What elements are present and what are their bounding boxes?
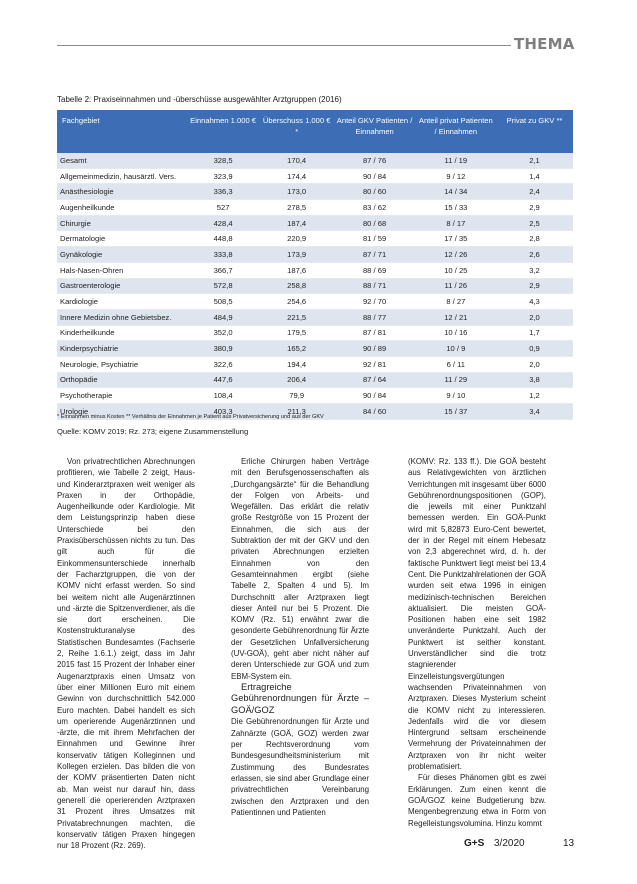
- table-cell: 10 / 16: [416, 325, 496, 341]
- table-cell: 92 / 70: [334, 294, 416, 310]
- table-cell: 17 / 35: [416, 231, 496, 247]
- table-cell: 211,3: [260, 404, 334, 420]
- row-label: Innere Medizin ohne Gebietsbez.: [57, 309, 186, 325]
- table-cell: 9 / 12: [416, 168, 496, 184]
- table-cell: 1,4: [496, 168, 573, 184]
- table-cell: 2,4: [496, 184, 573, 200]
- table-cell: 8 / 27: [416, 294, 496, 310]
- table-cell: 484,9: [186, 309, 259, 325]
- table-cell: 11 / 26: [416, 278, 496, 294]
- page-number: 13: [563, 838, 575, 849]
- table-cell: 90 / 89: [334, 341, 416, 357]
- section-title: THEMA: [514, 35, 575, 53]
- paragraph: Erliche Chirurgen haben Verträge mit den Berufsgenossenschaften als „Durchgangsärzte“ für die Behandlung der Folgen von Arbeits- und Wegefällen. Das erklärt die relativ große Restgröße von 15 Prozent der Einnahmen, die sich aus der Subtraktion der mit der GKV und den privaten Abrechnungen erzielten Einnahmen von den Gesamteinnahmen ergibt (siehe Tabelle 2, Spalten 4 und 5). Im Durchschnitt aller Arztpraxen liegt dieser Anteil nur bei 5 Prozent. Die KOMV (Rz. 51) erwähnt zwar die gesonderte Gebührenordnung für Ärzte der Gesetzlichen Unfallversicherung (UV-GOÄ), geht aber nicht näher auf deren Unterschiede zur GOÄ und zum EBM-System ein.: [231, 457, 369, 681]
- table-cell: 11 / 29: [416, 372, 496, 388]
- table-cell: 8 / 17: [416, 215, 496, 231]
- table-cell: 2,5: [496, 215, 573, 231]
- row-label: Gastroenterologie: [57, 278, 186, 294]
- table-row: [57, 153, 573, 168]
- table-cell: 428,4: [186, 215, 259, 231]
- table-row: [57, 388, 573, 404]
- table-cell: 352,0: [186, 325, 259, 341]
- table-cell: 380,9: [186, 341, 259, 357]
- table-cell: 80 / 68: [334, 215, 416, 231]
- row-label: Gesamt: [57, 153, 186, 168]
- table-cell: 170,4: [260, 153, 334, 168]
- table-row: [57, 341, 573, 357]
- table-row: [57, 278, 573, 294]
- column-header: Einnahmen 1.000 €: [186, 110, 259, 153]
- row-label: Kinderheilkunde: [57, 325, 186, 341]
- table-cell: 2,1: [496, 153, 573, 168]
- table-cell: 258,8: [260, 278, 334, 294]
- row-label: Gynäkologie: [57, 247, 186, 263]
- row-label: Kardiologie: [57, 294, 186, 310]
- table-cell: 11 / 19: [416, 153, 496, 168]
- table-cell: 84 / 60: [334, 404, 416, 420]
- table-cell: 88 / 77: [334, 309, 416, 325]
- table-cell: 187,6: [260, 262, 334, 278]
- table-source: Quelle: KOMV 2019: Rz. 273; eigene Zusammenstellung: [57, 427, 249, 436]
- row-label: Hals-Nasen-Ohren: [57, 262, 186, 278]
- row-label: Orthopädie: [57, 372, 186, 388]
- table-cell: 10 / 25: [416, 262, 496, 278]
- table-cell: 88 / 69: [334, 262, 416, 278]
- table-cell: 448,8: [186, 231, 259, 247]
- column-header: Überschuss 1.000 € *: [260, 110, 334, 153]
- table-header-row: [57, 110, 573, 153]
- table-cell: 206,4: [260, 372, 334, 388]
- paragraph: Die Gebührenordnungen für Ärzte und Zahnärzte (GOÄ, GOZ) werden zwar per Rechtsverordnung vom Bundesgesundheitsministerium mit Zustimmung des Bundesrates erlassen, sie sind aber Grundlage einer privatrechtlichen Vereinbarung zwischen den Arztpraxen und den Patientinnen und Patienten: [231, 717, 369, 817]
- row-label: Urologie: [57, 404, 186, 420]
- table-cell: 81 / 59: [334, 231, 416, 247]
- table-cell: 447,6: [186, 372, 259, 388]
- table-cell: 322,6: [186, 356, 259, 372]
- table-cell: 90 / 84: [334, 388, 416, 404]
- table-cell: 79,9: [260, 388, 334, 404]
- table-row: [57, 231, 573, 247]
- table-row: [57, 215, 573, 231]
- table-cell: 1,2: [496, 388, 573, 404]
- table-cell: 2,9: [496, 200, 573, 216]
- table-cell: 328,5: [186, 153, 259, 168]
- header-rule: [57, 45, 511, 46]
- table-cell: 14 / 34: [416, 184, 496, 200]
- table-cell: 87 / 81: [334, 325, 416, 341]
- table-cell: 187,4: [260, 215, 334, 231]
- table-cell: 108,4: [186, 388, 259, 404]
- table-row: [57, 200, 573, 216]
- article-column-2: [231, 456, 369, 818]
- table-cell: 83 / 62: [334, 200, 416, 216]
- table-cell: 6 / 11: [416, 356, 496, 372]
- paragraph: Für dieses Phänomen gibt es zwei Erklärungen. Zum einen kennt die GOÄ/GOZ keine Budgetierung bzw. Mengenbegrenzung etwa in Form von Regelleistungsvolumina. Hinzu kommt: [408, 773, 546, 828]
- column-header: Anteil privat Patienten / Einnahmen: [416, 110, 496, 153]
- paragraph: Von privatrechtlichen Abrechnungen profitieren, wie Tabelle 2 zeigt, Haus- und Kinderarztpraxen weit weniger als Praxen in der Orthopädie, Augenheilkunde oder Kardiologie. Mit dem Leistungsprinzip haben diese Unterschiede bei den Praxisüberschüssen nichts zu tun. Das gilt auch für die Einkommensunterschiede innerhalb der Facharztgruppen, die von der KOMV nicht erfasst werden. So sind bei weitem nicht alle Augenärztinnen und -ärzte die Spitzenverdiener, als die sie dort erscheinen. Die Kostenstrukturanalyse des Statistischen Bundesamtes (Fachserie 2, Reihe 1.6.1.) zeigt, dass im Jahr 2015 fast 15 Prozent der Inhaber einer Augenarztpraxis einen Umsatz von über einer Millionen Euro mit einem Gewinn von durchschnittlich 542.000 Euro machten. Dabei handelt es sich um operierende Augenärztinnen und -ärzte, die mit ihrem Mehrfachen der Einnahmen und Gewinne ihrer konservativ tätigen Kolleginnen und Kollegen erzielen. Das bilden die von der KOMV präsentierten Daten nicht ab. Man weist nur darauf hin, dass generell die operierenden Arztpraxen 31 Prozent ihres Umsatzes mit Privatabrechnungen machten, die konservativ tätigen Praxen hingegen nur 18 Prozent (Rz. 269).: [57, 457, 195, 851]
- table-cell: 87 / 76: [334, 153, 416, 168]
- table-cell: 12 / 26: [416, 247, 496, 263]
- table-cell: 9 / 10: [416, 388, 496, 404]
- table-row: [57, 262, 573, 278]
- table-cell: 2,9: [496, 278, 573, 294]
- table-cell: 278,5: [260, 200, 334, 216]
- table-cell: 173,9: [260, 247, 334, 263]
- article-column-1: [57, 456, 195, 851]
- table-cell: 333,8: [186, 247, 259, 263]
- table-row: [57, 309, 573, 325]
- table-cell: 15 / 37: [416, 404, 496, 420]
- table-cell: 336,3: [186, 184, 259, 200]
- row-label: Allgemeinmedizin, hausärztl. Vers.: [57, 168, 186, 184]
- paragraph: (KOMV: Rz. 133 ff.). Die GOÄ besteht aus Relativgewichten von ärztlichen Verrichtungen mit insgesamt über 6000 Gebührenordnungspositionen (GOP), die jeweils mit einer Punktzahl bemessen werden. Ein GOÄ-Punkt wird mit 5,82873 Euro-Cent bewertet, der in der Regel mit einem Hebesatz von 2,3 abgerechnet wird, d. h. der faktische Punktwert liegt meist bei 13,4 Cent. Die Punktzahlrelationen der GOÄ wurden seit etwa 1996 in einigen medizinisch-technischen Bereichen aktualisiert. Die meisten GOÄ-Positionen haben eine seit 1982 unveränderte Punktzahl. Auch der Punktwert ist seither konstant. Unverständlicher sind die trotz stagnierender Einzelleistungsvergütungen wachsenden Privateinnahmen von Arztpraxen. Dieses Mysterium scheint die KOMV nicht zu interessieren. Jedenfalls wird die vor diesem Hintergrund seltsam erscheinende Vermehrung der Privateinnahmen der Arztpraxen von ihr nicht weiter problematisiert.: [408, 457, 546, 772]
- row-label: Chirurgie: [57, 215, 186, 231]
- table-cell: 0,9: [496, 341, 573, 357]
- table-cell: 508,5: [186, 294, 259, 310]
- table-row: [57, 247, 573, 263]
- table-row: [57, 372, 573, 388]
- table-cell: 572,8: [186, 278, 259, 294]
- table-cell: 254,6: [260, 294, 334, 310]
- table-cell: 87 / 71: [334, 247, 416, 263]
- table-cell: 2,6: [496, 247, 573, 263]
- table-cell: 323,9: [186, 168, 259, 184]
- table-cell: 194,4: [260, 356, 334, 372]
- table-footnote: * Einnahmen minus Kosten ** Verhältnis der Einnahmen je Patient aus Privatversicherung und aus der GKV: [57, 414, 324, 420]
- table-cell: 220,9: [260, 231, 334, 247]
- table-cell: 3,2: [496, 262, 573, 278]
- table-cell: 90 / 84: [334, 168, 416, 184]
- table-cell: 221,5: [260, 309, 334, 325]
- row-label: Augenheilkunde: [57, 200, 186, 216]
- table-cell: 80 / 60: [334, 184, 416, 200]
- table-row: [57, 168, 573, 184]
- table-body: [57, 153, 573, 419]
- table-cell: 10 / 9: [416, 341, 496, 357]
- table-cell: 1,7: [496, 325, 573, 341]
- row-label: Dermatologie: [57, 231, 186, 247]
- column-header: Fachgebiet: [57, 110, 186, 153]
- table-caption: Tabelle 2: Praxiseinnahmen und -überschüsse ausgewählter Arztgruppen (2016): [57, 95, 342, 104]
- article-column-3: [408, 456, 546, 829]
- row-label: Kinderpsychiatrie: [57, 341, 186, 357]
- table-cell: 2,0: [496, 309, 573, 325]
- table-cell: 174,4: [260, 168, 334, 184]
- table-cell: 2,8: [496, 231, 573, 247]
- table-row: [57, 184, 573, 200]
- table-cell: 527: [186, 200, 259, 216]
- table-cell: 12 / 21: [416, 309, 496, 325]
- table-row: [57, 294, 573, 310]
- table-cell: 3,4: [496, 404, 573, 420]
- issue-number: 3/2020: [494, 838, 525, 849]
- table-cell: 92 / 81: [334, 356, 416, 372]
- row-label: Neurologie, Psychiatrie: [57, 356, 186, 372]
- table-cell: 165,2: [260, 341, 334, 357]
- table-row: [57, 325, 573, 341]
- column-header: Privat zu GKV **: [496, 110, 573, 153]
- table-cell: 4,3: [496, 294, 573, 310]
- table-cell: 173,0: [260, 184, 334, 200]
- table-cell: 2,0: [496, 356, 573, 372]
- income-table: [57, 110, 573, 420]
- journal-logo: G+S: [464, 838, 485, 849]
- table-cell: 403,3: [186, 404, 259, 420]
- column-header: Anteil GKV Patienten / Einnahmen: [334, 110, 416, 153]
- table-cell: 88 / 71: [334, 278, 416, 294]
- table-row: [57, 356, 573, 372]
- row-label: Anästhesiologie: [57, 184, 186, 200]
- table-cell: 366,7: [186, 262, 259, 278]
- section-heading: Ertragreiche Gebührenordnungen für Ärzte – GOÄ/GOZ: [231, 681, 369, 715]
- table-cell: 15 / 33: [416, 200, 496, 216]
- table-cell: 87 / 64: [334, 372, 416, 388]
- table-cell: 3,8: [496, 372, 573, 388]
- table-cell: 179,5: [260, 325, 334, 341]
- row-label: Psychotherapie: [57, 388, 186, 404]
